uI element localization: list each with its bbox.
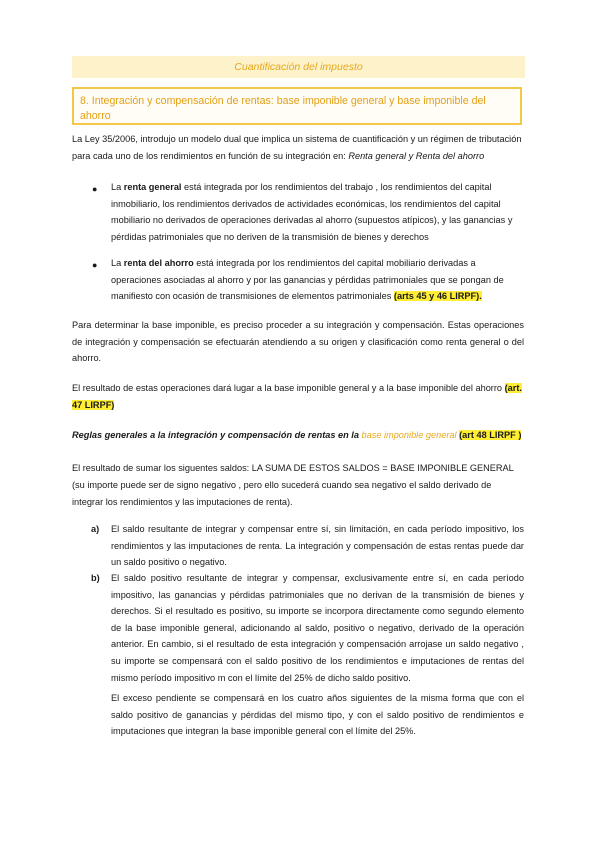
intro-text: La Ley 35/2006, introdujo un modelo dual que implica un sistema de cuantificación y un régimen de tributación para cada uno de los rendimientos en función de su integración en: bbox=[72, 134, 522, 161]
result-paragraph bbox=[72, 380, 524, 413]
result-text: El resultado de estas operaciones dará lugar a la base imponible general y a la base imponible del ahorro bbox=[72, 383, 505, 393]
page-title: Cuantificación del impuesto bbox=[72, 56, 525, 78]
item-marker: b) bbox=[91, 573, 100, 583]
intro-italic: Renta general y Renta del ahorro bbox=[348, 150, 485, 161]
rules-heading-text: Reglas generales a la integración y compensación de rentas en la bbox=[72, 430, 362, 440]
bullet-prefix: La bbox=[111, 258, 124, 268]
item-b-text: El saldo positivo resultante de integrar y compensar, exclusivamente entre sí, en cada período impositivo, las ganancias y pérdidas patrimoniales que no derivan de la transmisión de bienes y derechos. Si el resultado es positivo, su importe se incorpora directamente como segundo elemento de la base imponible general, adicionando al saldo, positivo o negativo, derivado de la operación anterior. En cambio, si el resultado de esta integración y compensación arrojase un saldo negativo , su importe se compensará con el saldo positivo de los rendimientos e imputaciones de rentas del mismo período impositivo m con el límite del 25% de dicho saldo positivo. bbox=[111, 573, 524, 683]
bullet-renta-general bbox=[111, 179, 524, 245]
bullet-icon: ● bbox=[92, 184, 98, 194]
rules-note: (su importe puede ser de signo negativo , pero ello sucederá cuando sea negativo el saldo derivado de integrar los rendimientos y las imputaciones de renta). bbox=[72, 480, 492, 507]
item-marker: a) bbox=[91, 524, 100, 534]
bullet-prefix: La bbox=[111, 182, 124, 192]
law-reference: (arts 45 y 46 LIRPF). bbox=[393, 291, 482, 302]
rules-sum-line: El resultado de sumar los siguentes saldos: LA SUMA DE ESTOS SALDOS = BASE IMPONIBLE GENERAL bbox=[72, 463, 514, 473]
integration-paragraph: Para determinar la base imponible, es preciso proceder a su integración y compensación. Estas operaciones de integración y compensación se efectuarán atendiendo a su origen y clasificación como renta general o del ahorro. bbox=[72, 320, 524, 364]
bullet-renta-ahorro bbox=[111, 255, 524, 305]
bullet-term: renta general bbox=[123, 182, 182, 192]
bullet-text: está integrada por los rendimientos del trabajo , los rendimientos del capital inmobiliario, los rendimientos derivados de actividades económicas, los rendimientos del capital mobiliario no derivados de operaciones derivadas al ahorro (supuestos atípicos), y las ganancias y pérdidas patrimoniales que no deriven de la transmisión de bienes y derechos bbox=[111, 182, 513, 242]
item-b-extra: El exceso pendiente se compensará en los cuatro años siguientes de la misma forma que con el saldo positivo de ganancias y pérdidas del mismo tipo, y con el saldo positivo de rendimientos e imputaciones que integran la base imponible general con el límite del 25%. bbox=[111, 693, 524, 737]
bullet-term: renta del ahorro bbox=[123, 258, 194, 268]
law-reference: (art. 47 LIRPF) bbox=[72, 383, 522, 410]
rules-heading-highlight: base imponible general bbox=[361, 430, 457, 440]
bullet-text: está integrada por los rendimientos del capital mobiliario derivadas a operaciones asociadas al ahorro y por las ganancias y pérdidas patrimoniales que se pongan de manifiesto con ocasión de transmisiones de elementos patrimoniales bbox=[111, 258, 504, 302]
intro-paragraph bbox=[72, 131, 524, 164]
rules-heading bbox=[72, 427, 524, 444]
bullet-icon: ● bbox=[92, 260, 98, 270]
item-a-text: El saldo resultante de integrar y compensar entre sí, sin limitación, en cada período impositivo, los rendimientos y las imputaciones de renta. La integración y compensación de estas rentas puede dar un saldo positivo o negativo. bbox=[111, 524, 524, 568]
law-reference: (art 48 LIRPF ) bbox=[459, 430, 522, 440]
section-heading: 8. Integración y compensación de rentas: base imponible general y base imponible del ahorro bbox=[72, 87, 522, 125]
